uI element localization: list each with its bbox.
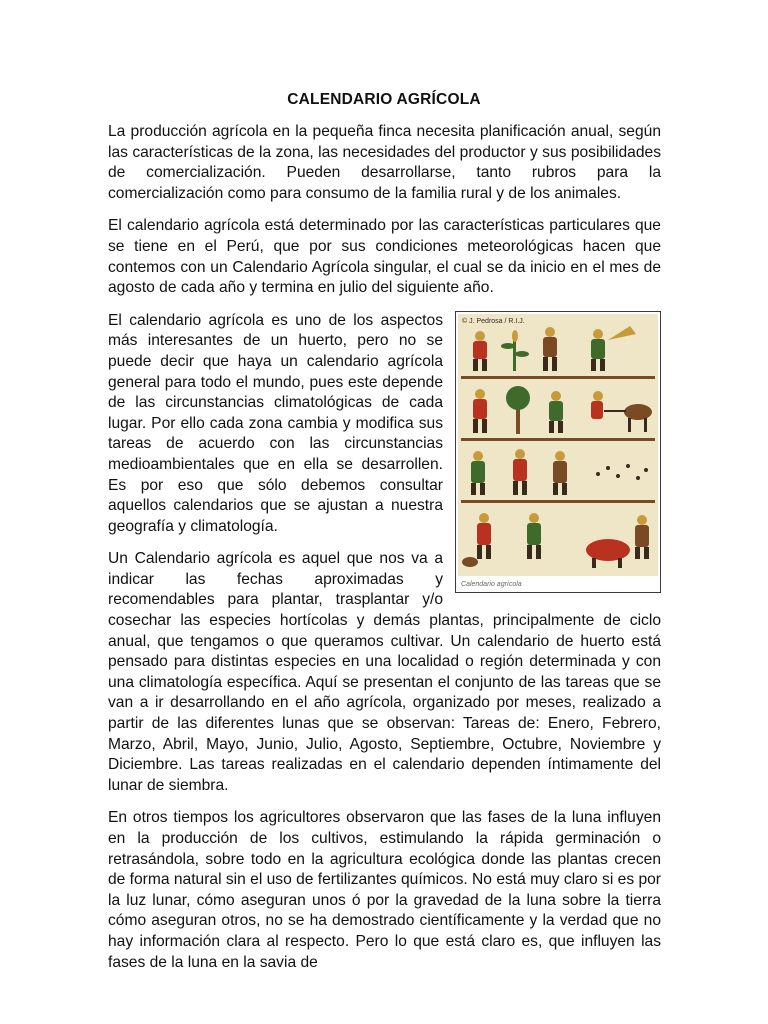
paragraph-2: El calendario agrícola está determinado por las características particulares que se tiene en el Perú, que por sus condiciones meteorológicas hacen que contemos con un Calendario Agrícola singular, el cual se da inicio en el mes de agosto de cada año y termina en julio del siguiente año. [108, 217, 661, 297]
illustration-art [458, 314, 658, 576]
document-title: CALENDARIO AGRÍCOLA [287, 91, 481, 108]
calendar-illustration [455, 311, 661, 593]
paragraph-3: El calendario agrícola es uno de los aspectos más interesantes de un huerto, pero no se puede decir que haya un calendario agrícola general para todo el mundo, pues este depende de las circunstancias climatológicas de cada lugar. Por ello cada zona cambia y modifica sus tareas de acuerdo con las circunstancias medioambientales que en ella se desarrollen. Es por eso que sólo debemos consultar aquellos calendarios que se ajustan a nuestra geografía y climatología. [108, 311, 443, 535]
paragraph-4: Un Calendario agrícola es aquel que nos va a indicar las fechas aproximadas y recomendables para plantar, trasplantar y/o cosechar las especies hortícolas y demás plantas, principalmente de ciclo anual, que tengamos o que queramos cultivar. Un calendario de huerto está pensado para distintas especies en una localidad o región determinada y con una climatología específica. Aquí se presentan el conjunto de las tareas que se van a ir desarrollando en el año agrícola, organizado por meses, realizado a partir de las diferentes lunas que se observan: Tareas de: Enero, Febrero, Marzo, Abril, Mayo, Junio, Julio, Agosto, Septiembre, Octubre, Noviembre y Diciembre. Las tareas realizadas en el calendario dependen íntimamente del lunar de siembra. [108, 550, 661, 794]
figure-caption: Calendario agrícola [461, 580, 522, 588]
document-body [108, 122, 661, 985]
paragraph-1: La producción agrícola en la pequeña finca necesita planificación anual, según las características de la zona, las necesidades del productor y sus posibilidades de comercialización. Pueden desarrollarse, tanto rubros para la comercialización como para consumo de la familia rural y de los animales. [108, 123, 661, 202]
paragraph-5: En otros tiempos los agricultores observaron que las fases de la luna influyen en la producción de los cultivos, estimulando la rápida germinación o retrasándola, sobre todo en la agricultura ecológica donde las plantas crecen de forma natural sin el uso de fertilizantes químicos. No está muy claro si es por la luz lunar, cómo aseguran unos ó por la gravedad de la luna sobre la tierra cómo aseguran otros, no se ha demostrado científicamente y la verdad que no hay información clara al respecto. Pero lo que está claro es, que influyen las fases de la luna en la savia de [108, 809, 661, 971]
illustration-credit: © J. Pedrosa / R.I.J. [462, 317, 525, 325]
